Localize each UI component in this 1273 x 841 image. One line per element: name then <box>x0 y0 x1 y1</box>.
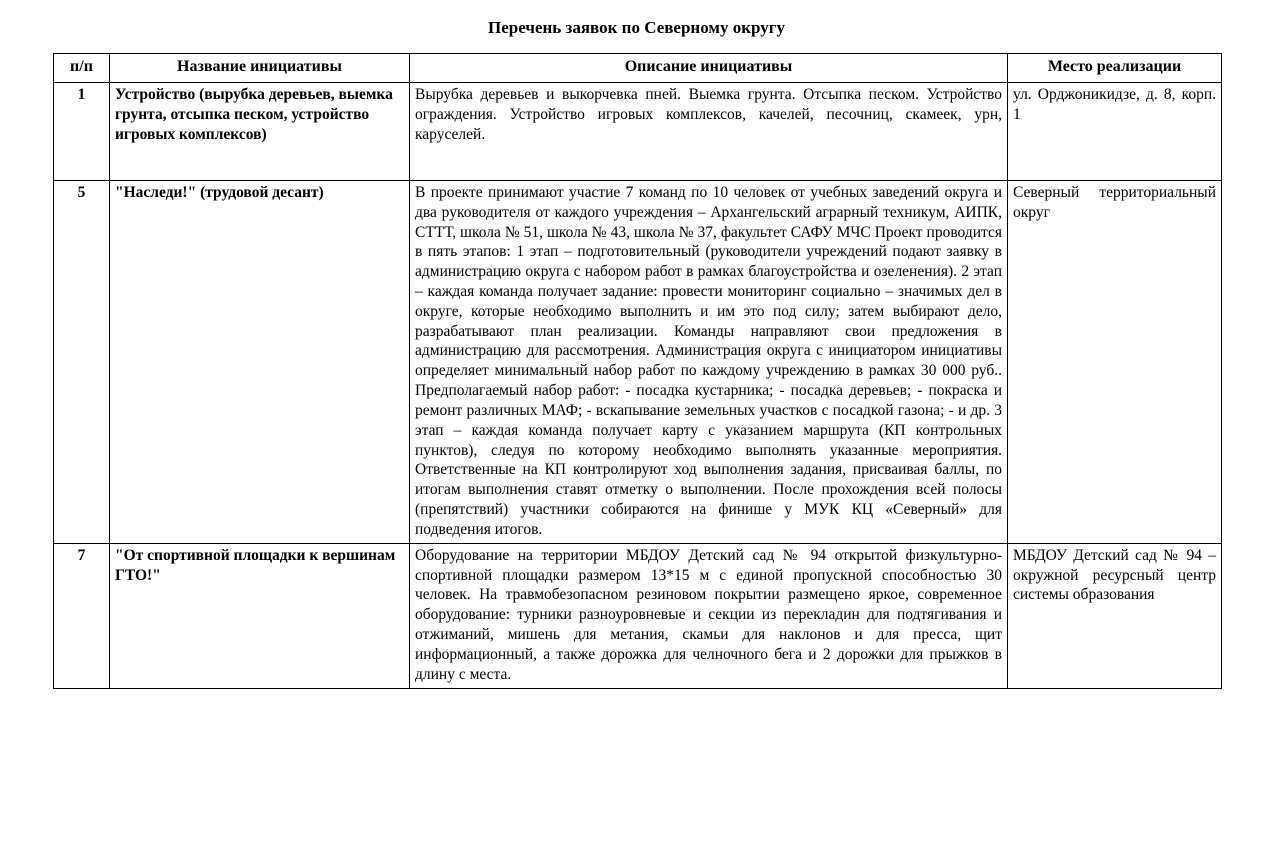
cell-num: 7 <box>54 543 110 688</box>
cell-num: 1 <box>54 82 110 180</box>
column-header-name: Название инициативы <box>110 54 410 82</box>
cell-name: "Наследи!" (трудовой десант) <box>110 180 410 543</box>
table-row <box>54 543 1222 688</box>
cell-name: "От спортивной площадки к вершинам ГТО!" <box>110 543 410 688</box>
table-row <box>54 180 1222 543</box>
column-header-desc: Описание инициативы <box>410 54 1008 82</box>
document-page <box>0 18 1273 841</box>
table-row <box>54 82 1222 180</box>
cell-place: ул. Орджоникидзе, д. 8, корп. 1 <box>1008 82 1222 180</box>
cell-desc: В проекте принимают участие 7 команд по 10 человек от учебных заведений округа и два руководителя от каждого учреждения – Архангельский аграрный техникум, АИПК, СТТТ, школа № 51, школа № 43, школа № 37, факультет САФУ МЧС Проект проводится в пять этапов: 1 этап – подготовительный (руководители учреждений подают заявку в администрацию округа с набором работ в рамках благоустройства и озеленения). 2 этап – каждая команда получает задание: провести мониторинг социально – значимых дел в округе, которые необходимо выполнить и им это под силу; затем выбирают дело, разрабатывают план реализации. Команды направляют свои предложения в администрацию для рассмотрения. Администрация округа с инициатором инициативы определяет минимальный набор работ по каждому учреждению в рамках 30 000 руб.. Предполагаемый набор работ: - посадка кустарника; - посадка деревьев; - покраска и ремонт различных МАФ; - вскапывание земельных участков с посадкой газона; - и др. 3 этап – каждая команда получает карту с указанием маршрута (КП контрольных пунктов), следуя по которому необходимо выполнять указанные мероприятия. Ответственные на КП контролируют ход выполнения задания, присваивая баллы, по итогам выполнения ставят отметку о выполнении. После прохождения всей полосы (препятствий) участники собираются на финише у МУК КЦ «Северный» для подведения итогов. <box>410 180 1008 543</box>
table-header-row <box>54 54 1222 82</box>
column-header-place: Место реализации <box>1008 54 1222 82</box>
cell-place: МБДОУ Детский сад № 94 – окружной ресурсный центр системы образования <box>1008 543 1222 688</box>
cell-name: Устройство (вырубка деревьев, выемка грунта, отсыпка песком, устройство игровых комплексов) <box>110 82 410 180</box>
cell-desc: Оборудование на территории МБДОУ Детский сад № 94 открытой физкультурно-спортивной площадки размером 13*15 м с единой пропускной способностью 30 человек. На травмобезопасном резиновом покрытии размещено яркое, современное оборудование: турники разноуровневые и секции из перекладин для подтягивания и отжиманий, мишень для метания, скамьи для наклонов и для пресса, щит информационный, а также дорожка для челночного бега и 2 дорожки для прыжков в длину с места. <box>410 543 1008 688</box>
column-header-num: п/п <box>54 54 110 82</box>
cell-desc: Вырубка деревьев и выкорчевка пней. Выемка грунта. Отсыпка песком. Устройство ограждения. Устройство игровых комплексов, качелей, песочниц, скамеек, урн, каруселей. <box>410 82 1008 180</box>
cell-place: Северный территориальный округ <box>1008 180 1222 543</box>
cell-num: 5 <box>54 180 110 543</box>
page-title: Перечень заявок по Северному округу <box>488 18 785 37</box>
applications-table <box>53 53 1222 688</box>
